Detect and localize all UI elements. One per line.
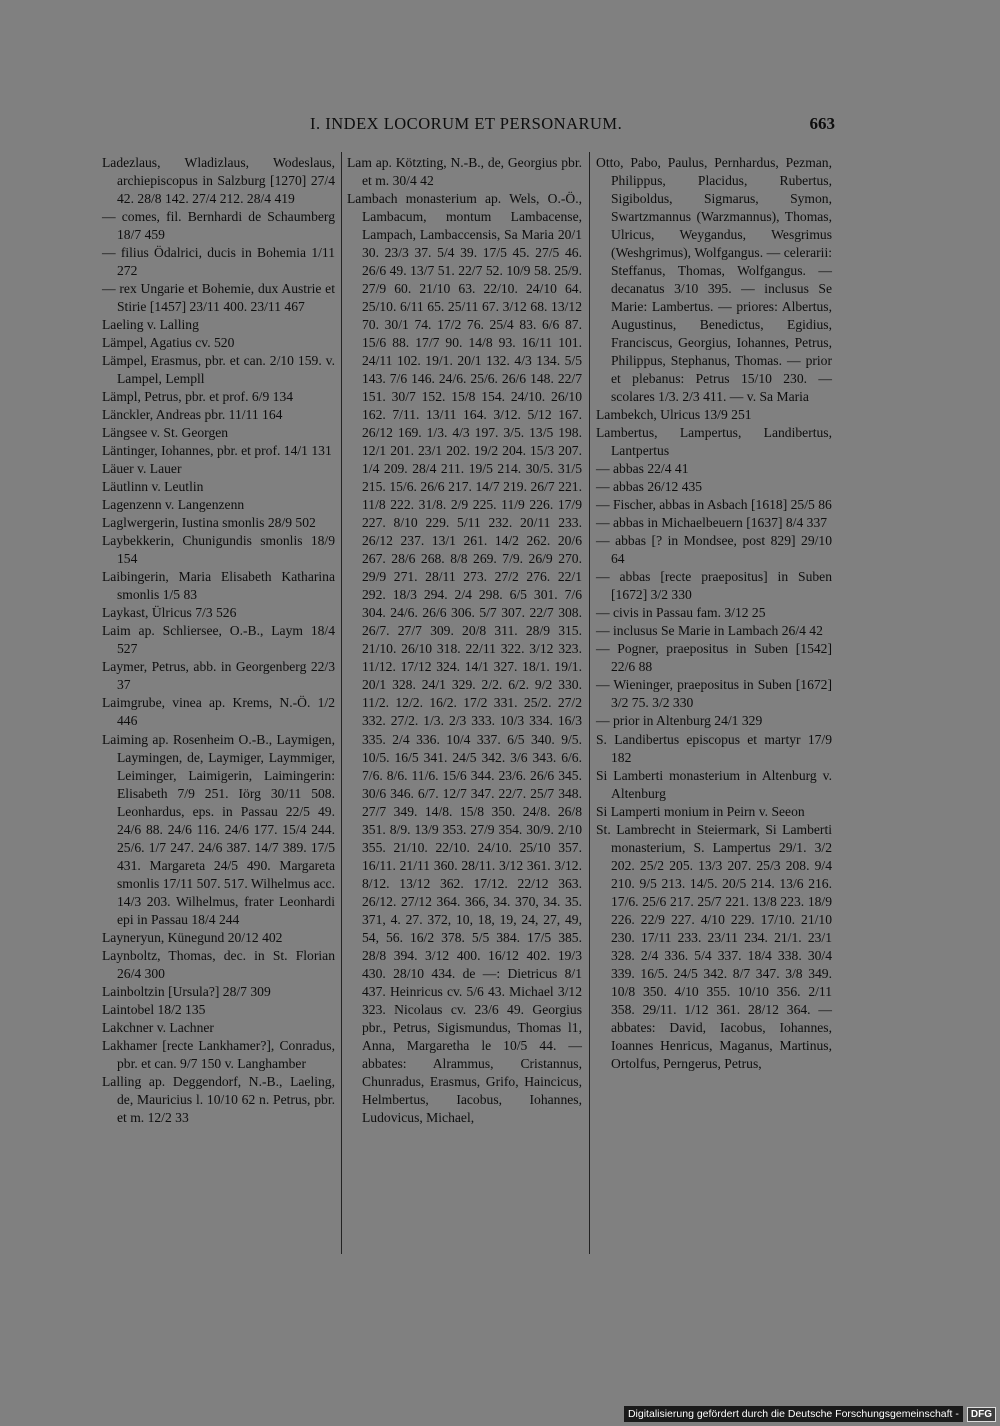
index-entry: — rex Ungarie et Bohemie, dux Austrie et Stirie [1457] 23/11 400. 23/11 467 xyxy=(102,281,335,315)
index-entry: Si Lamberti monasterium in Altenburg v. Altenburg xyxy=(596,767,832,801)
running-title: I. INDEX LOCORUM ET PERSONARUM. xyxy=(310,114,623,133)
index-entry: Lagenzenn v. Langenzenn xyxy=(102,497,245,513)
page-header xyxy=(100,114,835,138)
index-entry: Läntinger, Iohannes, pbr. et prof. 14/1 131 xyxy=(102,443,332,459)
index-entry: — abbas 22/4 41 xyxy=(596,461,689,477)
dfg-logo: DFG xyxy=(967,1407,996,1422)
index-column-3 xyxy=(596,154,832,1073)
column-divider xyxy=(341,152,342,1254)
index-entry: Lalling ap. Deggendorf, N.-B., Laeling, de, Mauricius l. 10/10 62 n. Petrus, pbr. et m. 12/2 33 xyxy=(102,1073,335,1125)
index-entry: — prior in Altenburg 24/1 329 xyxy=(596,713,763,729)
index-column-2 xyxy=(347,154,582,1127)
funding-notice: Digitalisierung gefördert durch die Deutsche Forschungsgemeinschaft - xyxy=(624,1406,963,1422)
index-entry: — abbas [recte praepositus] in Suben [1672] 3/2 330 xyxy=(596,569,832,603)
index-entry: — civis in Passau fam. 3/12 25 xyxy=(596,605,766,621)
index-entry: Laintobel 18/2 135 xyxy=(102,1001,206,1017)
index-entry: — abbas in Michaelbeuern [1637] 8/4 337 xyxy=(596,515,828,531)
index-entry: Laykast, Ülricus 7/3 526 xyxy=(102,605,237,621)
index-entry: Läuer v. Lauer xyxy=(102,461,182,477)
index-entry: St. Lambrecht in Steiermark, Si Lamberti monasterium, S. Lampertus 29/1. 3/2 202. 25/2 205. 13/3 207. 25/3 208. 9/4 210. 9/5 213. 14/5. 20/5 214. 13/6 216. 17/6. 25/6 217. 25/7 221. 13/8 223. 18/9 226. 22/9 227. 4/10 229. 17/10. 21/10 230. 17/11 233. 23/11 234. 21/1. 23/1 328. 2/4 336. 5/4 337. 18/4 338. 30/4 339. 16/5. 24/5 342. 8/7 347. 3/8 349. 10/8 350. 4/10 355. 10/10 356. 2/11 358. 29/11. 1/12 361. 28/12 364. — abbates: David, Iacobus, Iohannes, Ioannes Henricus, Maganus, Martinus, Ortolfus, Perngerus, Petrus, xyxy=(596,821,832,1071)
index-entry: Länckler, Andreas pbr. 11/11 164 xyxy=(102,407,283,423)
index-entry: Lakhamer [recte Lankhamer?], Conradus, pbr. et can. 9/7 150 v. Langhamber xyxy=(102,1037,335,1071)
index-entry: Laglwergerin, Iustina smonlis 28/9 502 xyxy=(102,515,316,531)
index-entry: Laymer, Petrus, abb. in Georgenberg 22/3 37 xyxy=(102,659,335,693)
index-entry: Lainboltzin [Ursula?] 28/7 309 xyxy=(102,983,271,999)
index-entry: Lambach monasterium ap. Wels, O.-Ö., Lambacum, montum Lambacense, Lampach, Lambaccensis, Sa Maria 20/1 30. 23/3 37. 5/4 39. 17/5 45. 27/5 46. 26/6 49. 13/7 51. 22/7 52. 10/9 58. 25/9. 27/9 60. 21/10 63. 22/10. 24/10 64. 25/10. 6/11 65. 25/11 67. 3/12 68. 13/12 70. 30/1 74. 17/2 76. 25/4 83. 6/6 87. 15/6 88. 17/7 90. 14/8 93. 16/11 101. 24/11 102. 19/1. 20/1 132. 4/3 134. 5/5 143. 7/6 146. 24/6. 25/6. 26/6 148. 22/7 151. 30/7 152. 15/8 154. 24/10. 26/10 162. 7/11. 13/11 164. 3/12. 5/12 167. 26/12 169. 1/3. 4/3 197. 3/5. 13/5 198. 12/1 201. 23/1 202. 19/2 204. 15/3 207. 1/4 209. 28/4 211. 19/5 214. 30/5. 31/5 215. 15/6. 26/6 217. 14/7 219. 26/7 221. 11/8 222. 31/8. 2/9 225. 11/9 226. 17/9 227. 8/10 229. 5/11 232. 20/11 233. 26/12 237. 13/1 261. 14/2 262. 20/6 267. 28/6 268. 8/8 269. 7/9. 26/9 270. 29/9 271. 28/11 273. 27/2 276. 22/1 292. 18/3 294. 2/4 298. 6/5 301. 7/6 304. 24/6. 26/6 306. 5/7 307. 22/7 308. 26/7. 27/7 309. 20/8 311. 28/9 315. 21/10. 26/10 318. 22/11 322. 3/12 323. 11/12. 17/12 324. 14/1 327. 18/1. 19/1. 20/1 328. 24/1 329. 2/2. 6/2. 9/2 330. 11/2. 12/2. 16/2. 17/2 331. 25/2. 27/2 332. 27/2. 1/3. 2/3 333. 10/3 334. 16/3 335. 2/4 336. 10/4 337. 6/5 340. 9/5. 10/5. 16/5 341. 24/5 342. 3/6 343. 6/6. 7/6. 8/6. 11/6. 15/6 344. 23/6. 26/6 345. 30/6 346. 6/7. 12/7 347. 22/7. 25/7 348. 27/7 349. 14/8. 15/8 350. 24/8. 26/8 351. 8/9. 13/9 353. 27/9 354. 30/9. 2/10 355. 21/10. 22/10. 24/10. 25/10 357. 16/11. 21/11 360. 28/11. 3/12 361. 3/12. 8/12. 13/12 362. 17/12. 22/12 363. 26/12. 27/12 364. 366, 34. 370, 34. 35. 371, 4. 27. 372, 10, 18, 19, 24, 27, 49, 54, 56. 16/2 378. 5/5 384. 17/5 385. 28/8 394. 3/12 400. 16/12 402. 19/3 430. 28/10 434. de —: Dietricus 8/1 437. Heinricus cv. 5/6 43. Michael 3/12 323. Nicolaus cv. 23/6 49. Georgius pbr., Petrus, Sigismundus, Thomas l1, Anna, Margaretha le 10/5 44. — abbates: Alrammus, Cristannus, Chunradus, Erasmus, Grifo, Haincicus, Helmbertus, Iacobus, Iohannes, Ludovicus, Michael, xyxy=(347,191,582,1125)
index-entry: — Wieninger, praepositus in Suben [1672] 3/2 75. 3/2 330 xyxy=(596,677,832,711)
index-entry: S. Landibertus episcopus et martyr 17/9 182 xyxy=(596,731,832,765)
column-divider xyxy=(589,152,590,1254)
index-entry: Laynboltz, Thomas, dec. in St. Florian 26/4 300 xyxy=(102,947,335,981)
index-entry: Lambekch, Ulricus 13/9 251 xyxy=(596,407,752,423)
index-entry: — inclusus Se Marie in Lambach 26/4 42 xyxy=(596,623,823,639)
digitization-footer xyxy=(624,1405,996,1423)
index-entry: Laim ap. Schliersee, O.-B., Laym 18/4 527 xyxy=(102,623,335,657)
index-entry: Laybekkerin, Chunigundis smonlis 18/9 154 xyxy=(102,533,335,567)
index-entry: — Pogner, praepositus in Suben [1542] 22/6 88 xyxy=(596,641,832,675)
index-entry: — comes, fil. Bernhardi de Schaumberg 18/7 459 xyxy=(102,209,335,243)
index-column-1 xyxy=(102,154,335,1127)
index-entry: Laibingerin, Maria Elisabeth Katharina smonlis 1/5 83 xyxy=(102,569,335,603)
index-entry: — abbas 26/12 435 xyxy=(596,479,703,495)
index-entry: Läutlinn v. Leutlin xyxy=(102,479,204,495)
page-number: 663 xyxy=(809,114,835,133)
index-entry: Lämpel, Agatius cv. 520 xyxy=(102,335,235,351)
index-entry: Laimgrube, vinea ap. Krems, N.-Ö. 1/2 446 xyxy=(102,695,335,729)
index-entry: Si Lamperti monium in Peirn v. Seeon xyxy=(596,803,805,819)
index-entry: Lämpel, Erasmus, pbr. et can. 2/10 159. v. Lampel, Lempll xyxy=(102,353,335,387)
index-entry: — filius Ödalrici, ducis in Bohemia 1/11 272 xyxy=(102,245,335,279)
index-entry: Layneryun, Künegund 20/12 402 xyxy=(102,929,283,945)
index-entry: Ladezlaus, Wladizlaus, Wodeslaus, archiepiscopus in Salzburg [1270] 27/4 42. 28/8 142. 27/4 212. 28/4 419 xyxy=(102,155,335,207)
index-entry: Laiming ap. Rosenheim O.-B., Laymigen, Laymingen, de, Laymiger, Laymmiger, Leiminger, Laimigerin, Laimingerin: Elisabeth 7/9 251. Iörg 30/11 508. Leonhardus, eps. in Passau 22/5 49. 24/6 88. 24/6 116. 24/6 177. 15/4 244. 25/6. 1/7 247. 24/6 387. 14/7 389. 17/5 431. Margareta 24/5 490. Margareta smonlis 17/11 507. 517. Wilhelmus acc. 14/3 203. Wilhelmus, frater Leonhardi epi in Passau 18/4 244 xyxy=(102,731,335,927)
index-entry: — abbas [? in Mondsee, post 829] 29/10 64 xyxy=(596,533,832,567)
index-entry: Lambertus, Lampertus, Landibertus, Lantpertus xyxy=(596,425,832,459)
index-entry: Längsee v. St. Georgen xyxy=(102,425,229,441)
index-entry: — Fischer, abbas in Asbach [1618] 25/5 86 xyxy=(596,497,832,513)
index-entry: Laeling v. Lalling xyxy=(102,317,199,333)
index-entry: Otto, Pabo, Paulus, Pernhardus, Pezman, Philippus, Placidus, Rubertus, Sigiboldus, Sigmarus, Symon, Swartzmannus (Warzmannus), Thomas, Ulricus, Weygandus, Wesgrimus (Weshgrimus), Wolfgangus. — celerarii: Steffanus, Thomas, Wolfgangus. — decanatus 3/10 395. — inclusus Se Marie: Lambertus. — priores: Albertus, Augustinus, Benedictus, Egidius, Franciscus, Georgius, Iohannes, Petrus, Philippus, Stephanus, Thomas. — prior et plebanus: Petrus 15/10 230. — scolares 1/3. 2/3 411. — v. Sa Maria xyxy=(596,155,832,405)
index-entry: Lämpl, Petrus, pbr. et prof. 6/9 134 xyxy=(102,389,294,405)
index-entry: Lam ap. Kötzting, N.-B., de, Georgius pbr. et m. 30/4 42 xyxy=(347,155,582,189)
index-entry: Lakchner v. Lachner xyxy=(102,1019,214,1035)
